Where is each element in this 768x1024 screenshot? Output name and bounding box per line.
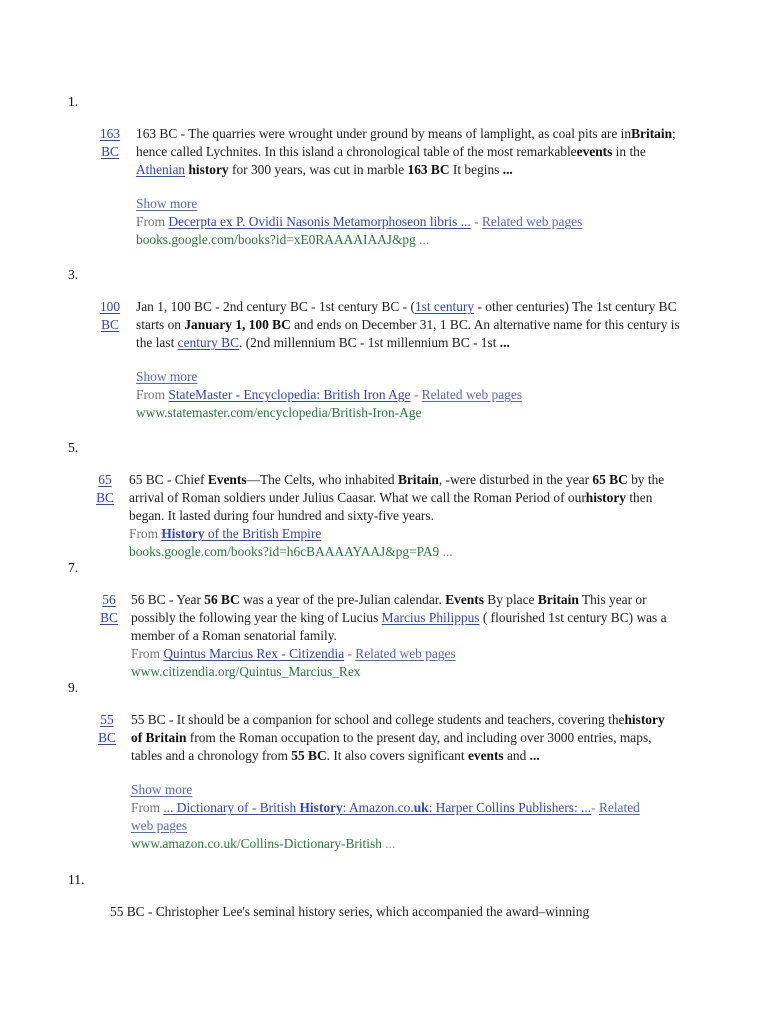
from-label: From (131, 800, 161, 815)
result-url: www.statemaster.com/encyclopedia/British-Iron-Age (136, 405, 422, 420)
date-link[interactable] (92, 471, 118, 507)
url-ellipsis: ... (385, 836, 396, 851)
entry-number: 1. (68, 94, 79, 109)
entry-number: 7. (68, 560, 79, 575)
separator: - (591, 800, 599, 815)
result-url: www.amazon.co.uk/Collins-Dictionary-British (131, 836, 382, 851)
source-link[interactable]: History of the British Empire (161, 526, 322, 541)
snippet-text: 163 BC - The quarries were wrought under ground by means of lamplight, as coal pits are inBritain; hence called Lychnites. In this island a chronological table of the most remarkableevents in the Athenian history for 300 years, was cut in marble 163 BC It begins ... (136, 126, 676, 177)
date-line: BC (101, 144, 119, 159)
related-pages-link[interactable]: Related web pages (421, 387, 523, 402)
show-more-link[interactable]: Show more (136, 196, 198, 211)
snippet-text: 65 BC - Chief Events—The Celts, who inhabited Britain, -were disturbed in the year 65 BC by the arrival of Roman soldiers under Julius Caasar. What we call the Roman Period of ourhistory then began. It lasted during four hundred and sixty-five years. (129, 472, 665, 523)
entry-number: 11. (68, 872, 85, 887)
from-label: From (129, 526, 159, 541)
date-line: BC (96, 490, 114, 505)
entry-number: 5. (68, 440, 79, 455)
snippet-link[interactable]: Athenian (136, 162, 186, 177)
result-body (136, 298, 682, 422)
snippet-text: Jan 1, 100 BC - 2nd century BC - 1st century BC - (1st century - other centuries) The 1st century BC starts on January 1, 100 BC and ends on December 31, 1 BC. An alternative name for this century is the last century BC. (2nd millennium BC - 1st millennium BC - 1st ... (136, 299, 680, 350)
url-ellipsis: ... (442, 544, 453, 559)
entry-number: 9. (68, 680, 79, 695)
date-link[interactable] (92, 298, 128, 334)
entry-number: 3. (68, 267, 79, 282)
date-line: 163 (99, 126, 121, 141)
date-link[interactable] (94, 711, 120, 747)
snippet-link[interactable]: century BC (177, 335, 240, 350)
date-line: BC (101, 317, 119, 332)
snippet-link[interactable]: 1st century (414, 299, 475, 314)
result-url: books.google.com/books?id=xE0RAAAAIAAJ&pg (136, 232, 416, 247)
related-pages-link[interactable]: Related web pages (131, 800, 640, 833)
date-line: BC (98, 730, 116, 745)
source-link[interactable]: StateMaster - Encyclopedia: British Iron Age (168, 387, 411, 402)
date-line: 65 (98, 472, 112, 487)
result-url: www.citizendia.org/Quintus_Marcius_Rex (131, 664, 361, 679)
show-more-link[interactable]: Show more (136, 369, 198, 384)
show-more-link[interactable]: Show more (131, 782, 193, 797)
snippet-link[interactable]: Marcius Philippus (381, 610, 480, 625)
result-body (136, 125, 684, 249)
date-line: 100 (99, 299, 121, 314)
url-ellipsis: ... (419, 232, 430, 247)
result-url: books.google.com/books?id=h6cBAAAAYAAJ&pg=PA9 (129, 544, 440, 559)
result-body (131, 591, 671, 681)
from-label: From (136, 214, 166, 229)
snippet-text: 56 BC - Year 56 BC was a year of the pre-Julian calendar. Events By place Britain This year or possibly the following year the king of Lucius Marcius Philippus ( flourished 1st century BC) was a member of a Roman senatorial family. (131, 592, 667, 643)
date-link[interactable] (92, 125, 128, 161)
result-body (131, 711, 671, 853)
result-body (129, 471, 677, 561)
from-label: From (136, 387, 166, 402)
separator: - (410, 387, 422, 402)
separator: - (470, 214, 482, 229)
date-link[interactable] (96, 591, 122, 627)
separator: - (344, 646, 356, 661)
date-line: 56 (102, 592, 116, 607)
source-link[interactable]: ... Dictionary of - British History: Amazon.co.uk: Harper Collins Publishers: ... (163, 800, 592, 815)
source-link[interactable]: Quintus Marcius Rex - Citizendia (163, 646, 345, 661)
source-link[interactable]: Decerpta ex P. Ovidii Nasonis Metamorphoseon libris ... (168, 214, 471, 229)
date-line: BC (100, 610, 118, 625)
related-pages-link[interactable]: Related web pages (481, 214, 583, 229)
date-line: 55 (100, 712, 114, 727)
snippet-text: 55 BC - Christopher Lee's seminal history series, which accompanied the award–winning (110, 904, 590, 919)
snippet-text: 55 BC - It should be a companion for school and college students and teachers, covering thehistory of Britain from the Roman occupation to the present day, and including over 3000 entries, maps, tables and a chronology from 55 BC. It also covers significant events and ... (131, 712, 665, 763)
related-pages-link[interactable]: Related web pages (355, 646, 456, 661)
from-label: From (131, 646, 161, 661)
